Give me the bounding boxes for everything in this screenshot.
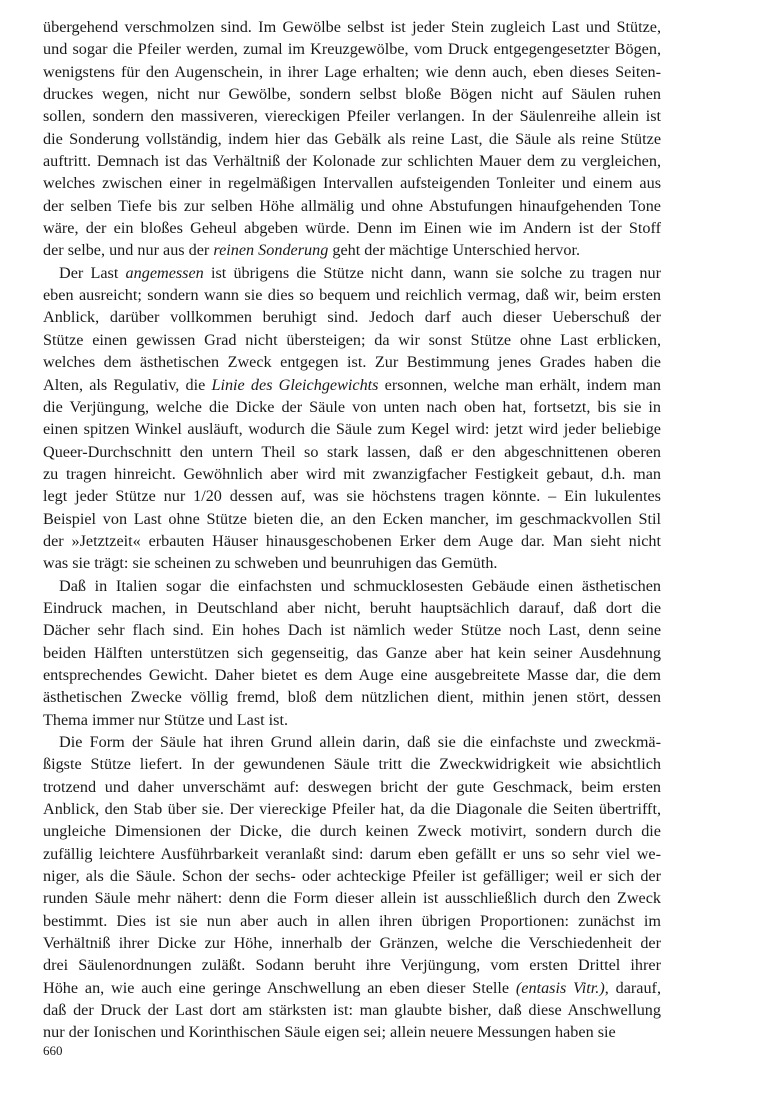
text-line: ungleiche Dimensionen der Dicke, die durch keinen Zweck motivirt, sondern durch die: [43, 822, 661, 841]
text-line: Eindruck machen, in Deutschland aber nicht, beruht hauptsächlich darauf, daß dort die: [43, 598, 661, 617]
text-line: entsprechendes Gewicht. Daher bietet es dem Auge eine ausgebreitete Masse dar, die dem: [43, 665, 661, 684]
text-line: Daß in Italien sogar die einfachsten und schmucklosesten Gebäude einen ästhetischen: [59, 576, 661, 595]
paragraph-2: [43, 262, 661, 575]
text-line: druckes wegen, nicht nur Gewölbe, sondern selbst bloße Bögen nicht auf Säulen ruhen: [43, 85, 661, 104]
text-line: Der Last angemessen ist übrigens die Stütze nicht dann, wann sie solche zu tragen nur: [59, 263, 662, 282]
text-line: legt jeder Stütze nur 1/20 dessen auf, was sie höchstens tragen könnte. – Ein lukulentes: [43, 487, 661, 506]
text-line: Dächer sehr flach sind. Ein hohes Dach ist nämlich weder Stütze noch Last, denn seine: [43, 621, 661, 640]
text-line: Anblick, darüber vollkommen beruhigt sind. Jedoch darf auch dieser Ueberschuß der: [43, 308, 661, 327]
text-line: Die Form der Säule hat ihren Grund allein darin, daß sie die einfachste und zweckmä-: [59, 733, 661, 751]
emphasis-text: reinen Sonderung: [213, 241, 329, 260]
text-line: welches dem ästhetischen Zweck entgegen ist. Zur Bestimmung jenes Grades haben die: [43, 353, 661, 372]
text-line: sollen, sondern den massiveren, viereckigen Pfeiler verlangen. In der Säulenreihe allein ist: [43, 107, 661, 126]
text-line: zu tragen hinreicht. Gewöhnlich aber wird mit zwanzigfacher Festigkeit gebaut, d.h. man: [43, 464, 661, 483]
text-line: nur der Ionischen und Korinthischen Säule eigen sei; allein neuere Messungen haben sie: [43, 1023, 616, 1042]
paragraph-1: [43, 16, 661, 262]
text-line: ästhetischen Zwecke völlig fremd, bloß dem nützlichen dient, mithin jenen stört, dessen: [43, 688, 661, 707]
text-line: zufällig leichtere Ausführbarkeit veranlaßt sind: darum eben gefällt er uns so sehr viel we-: [43, 844, 661, 863]
text-line: daß der Druck der Last dort am stärksten ist: man glaubte bisher, daß diese Anschwellung: [43, 1001, 661, 1020]
text-line: auftritt. Demnach ist das Verhältniß der Kolonade zur schlichten Mauer dem zu vergleichen,: [43, 152, 661, 171]
text-line: und sogar die Pfeiler werden, zumal im Kreuzgewölbe, vom Druck entgegengesetzter Bögen,: [43, 40, 661, 59]
text-line: Alten, als Regulativ, die Linie des Gleichgewichts ersonnen, welche man erhält, indem man: [43, 375, 662, 394]
document-page: [43, 16, 661, 1044]
text-line: Beispiel von Last ohne Stütze bieten die, an den Ecken mancher, im geschmackvollen Stil: [43, 509, 661, 528]
text-line: die Verjüngung, welche die Dicke der Säule von unten nach oben hat, fortsetzt, bis sie in: [43, 397, 661, 416]
text-line: Höhe an, wie auch eine geringe Anschwellung an eben dieser Stelle (entasis Vitr.), darauf,: [43, 978, 661, 997]
text-line: übergehend verschmolzen sind. Im Gewölbe selbst ist jeder Stein zugleich Last und Stütze,: [43, 18, 661, 36]
text-line: was sie trägt: sie scheinen zu schweben und beunruhigen das Gemüth.: [43, 554, 498, 573]
text-line: welches zwischen einer in regelmäßigen Intervallen aufsteigenden Tonleiter und einem aus: [43, 174, 661, 193]
text-line: Queer-Durchschnitt den untern Theil so stark lassen, daß er den abgeschnittenen oberen: [43, 442, 661, 461]
text-line: der »Jetztzeit« erbauten Häuser hinausgeschobenen Erker dem Auge dar. Man sieht nicht: [43, 531, 661, 550]
text-line: beiden Hälften unterstützen sich gegenseitig, das Ganze aber hat kein seiner Ausdehnung: [43, 643, 661, 662]
text-line: trotzend und daher unverschämt auf: deswegen bricht der gute Geschmack, beim ersten: [43, 777, 661, 796]
paragraph-3: [43, 575, 661, 731]
emphasis-text: (entasis Vitr.): [515, 978, 605, 997]
page-number: 660: [43, 1043, 63, 1058]
paragraph-4: [43, 731, 661, 1044]
text-line: die Sonderung vollständig, indem hier das Gebälk als reine Last, die Säule als reine Stütze: [43, 129, 661, 148]
emphasis-text: angemessen: [125, 263, 204, 282]
text-line: wenigstens für den Augenschein, in ihrer Lage erhalten; wie denn auch, eben dieses Seiten-: [43, 62, 661, 81]
text-line: bestimmt. Dies ist sie nun aber auch in allen ihren übrigen Proportionen: zunächst im: [43, 911, 661, 930]
text-line: der selbe, und nur aus der reinen Sonderung geht der mächtige Unterschied hervor.: [43, 241, 581, 260]
text-line: Verhältniß ihrer Dicke zur Höhe, innerhalb der Gränzen, welche die Verschiedenheit der: [43, 934, 661, 953]
text-line: Stütze einen gewissen Grad nicht übersteigen; da wir sonst Stütze ohne Last erblicken,: [43, 330, 661, 349]
emphasis-text: Linie des Gleichgewichts: [211, 375, 379, 394]
text-line: wäre, der ein bloßes Geheul abgeben würde. Denn im Einen wie im Andern ist der Stoff: [43, 219, 661, 238]
text-line: Thema immer nur Stütze und Last ist.: [43, 710, 289, 729]
text-line: Anblick, den Stab über sie. Der viereckige Pfeiler hat, da die Diagonale die Seiten übertrifft,: [43, 800, 661, 819]
text-line: drei Säulenordnungen zuläßt. Sodann beruht ihre Verjüngung, vom ersten Drittel ihrer: [43, 956, 661, 975]
text-line: ßigste Stütze liefert. In der gewundenen Säule tritt die Zweckwidrigkeit wie absichtlich: [43, 755, 661, 774]
text-line: einen spitzen Winkel ausläuft, wodurch die Säule zum Kegel wird: jetzt wird jeder beliebige: [43, 420, 661, 439]
text-line: der selben Tiefe bis zur selben Höhe allmälig und ohne Abstufungen hinaufgehenden Tone: [43, 196, 661, 215]
text-line: runden Säule mehr nähert: denn die Form dieser allein ist ausschließlich durch den Zweck: [43, 889, 661, 908]
text-line: eben ausreicht; sondern wann sie dies so bequem und reichlich vermag, daß wir, beim ersten: [43, 286, 661, 305]
text-line: niger, als die Säule. Schon der sechs- oder achteckige Pfeiler ist gefälliger; weil er sich der: [43, 867, 661, 886]
